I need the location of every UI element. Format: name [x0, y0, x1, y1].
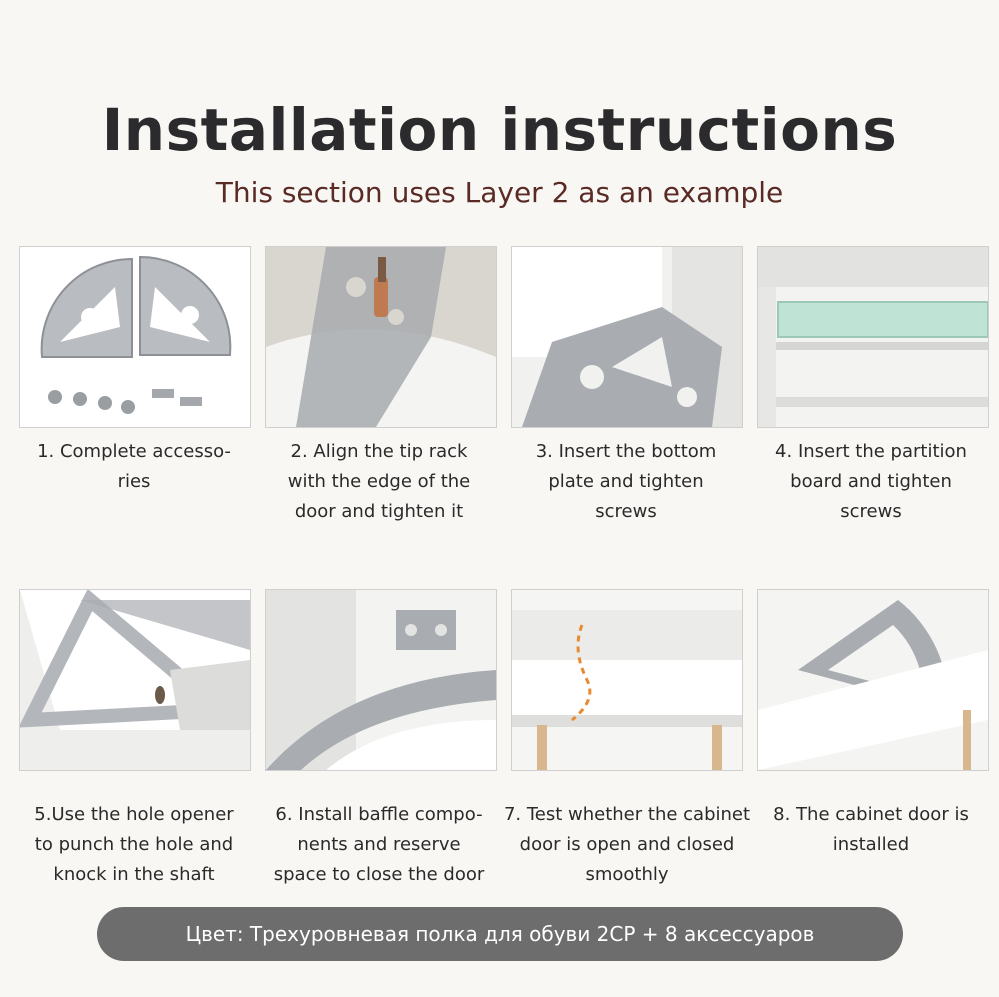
caption-line: nents and reserve — [297, 834, 461, 855]
caption-line: board and tighten — [790, 471, 952, 492]
step-4-photo — [757, 246, 989, 428]
caption-line: screws — [595, 501, 657, 522]
caption-line: installed — [832, 834, 910, 855]
step-3-photo — [511, 246, 743, 428]
caption-line: smoothly — [585, 864, 669, 885]
step-6-photo — [265, 589, 497, 771]
step-3-caption — [506, 437, 746, 527]
step-2-photo — [265, 246, 497, 428]
step-5-photo — [19, 589, 251, 771]
caption-line: screws — [840, 501, 902, 522]
caption-line: with the edge of the — [287, 471, 471, 492]
page-subtitle: This section uses Layer 2 as an example — [215, 176, 784, 209]
color-variant-label: Цвет: Трехуровневая полка для обуви 2CP + 8 аксессуаров — [97, 907, 903, 961]
step-2-caption — [259, 437, 499, 527]
caption-line: 2. Align the tip rack — [290, 441, 468, 462]
caption-line: 7. Test whether the cabinet — [503, 804, 751, 825]
caption-line: 4. Insert the partition — [775, 441, 967, 462]
caption-line: plate and tighten — [548, 471, 704, 492]
page-title: Installation instructions — [101, 96, 898, 164]
caption-line: 5.Use the hole opener — [34, 804, 234, 825]
step-1-caption — [14, 437, 254, 497]
caption-line: ries — [117, 471, 151, 492]
caption-line: door is open and closed — [519, 834, 735, 855]
step-4-caption — [751, 437, 991, 527]
step-8-caption — [751, 800, 991, 860]
step-8-photo — [757, 589, 989, 771]
step-6-caption — [259, 800, 499, 890]
caption-line: knock in the shaft — [53, 864, 215, 885]
step-5-caption — [14, 800, 254, 890]
step-7-photo — [511, 589, 743, 771]
caption-line: 6. Install baffle compo- — [275, 804, 483, 825]
step-7-caption — [496, 800, 758, 890]
caption-line: space to close the door — [273, 864, 485, 885]
caption-line: 8. The cabinet door is — [773, 804, 969, 825]
caption-line: door and tighten it — [294, 501, 464, 522]
caption-line: to punch the hole and — [34, 834, 234, 855]
step-1-photo — [19, 246, 251, 428]
caption-line: 1. Complete accesso- — [37, 441, 231, 462]
caption-line: 3. Insert the bottom — [535, 441, 717, 462]
